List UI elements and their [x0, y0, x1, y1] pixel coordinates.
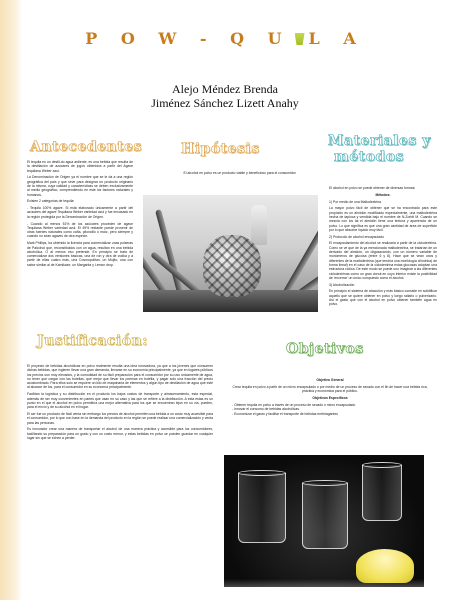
antecedentes-paragraph: La Denominación de Origen ya el nombre que se le da a una región geográfica del país y que sirve para designar un producto originario de la misma, cuya calidad y características se deben exclusivamente al medio geográfico, comprendiendo en este los factores naturales y humanos.: [27, 175, 133, 197]
title-right: L A: [308, 29, 365, 48]
objetivo-especifico-item: - Economizar el gasto y facilitar el transporte de bebidas embriagantes: [232, 412, 338, 417]
justificacion-paragraph: El ser fue un producto de fácil venta sin embargo los precios de alcohol permiten una bebida a un costo muy accesible para el consumidor, por lo que con base en la demanda del producto en la región se puede realizar una comercialización y venta para las personas.: [27, 411, 213, 425]
materiales-paragraph: 3) Alcoholización: [329, 282, 355, 287]
tequila-shots-photo: [224, 455, 424, 587]
lime-slice: [356, 549, 414, 583]
materiales-text: [329, 186, 437, 314]
objetivo-especifico-item: - Obtener tequila en polvo a través de un proceso de secado o micro encapsulado: [232, 402, 356, 407]
objetivos-text: [232, 378, 428, 426]
shot-glass: [362, 465, 402, 521]
hipotesis-text: El alcohol en polvo es un producto viable y beneficioso para el consumidor.: [183, 171, 297, 175]
jimador-figure: [251, 205, 267, 245]
agave-harvest-photo: [143, 195, 318, 312]
objetivo-general-text: Crear tequila en polvo a partir de un micro encapsulado o por medio de un proceso de secado con el fin de hacer una bebida rica, práctica y económica para el público.: [232, 384, 428, 394]
materiales-heading: [328, 133, 431, 165]
materiales-intro: El alcohol en polvo se puede obtener de diversas formas:: [329, 186, 416, 190]
objetivo-especifico-item: - Innovar el consumo de bebidas alcohólicas.: [232, 407, 300, 412]
objetivos-especificos-title: Objetivos Específicos: [312, 395, 348, 400]
justificacion-heading: Justificación:: [37, 333, 148, 349]
lime-glass-icon: [295, 33, 305, 45]
objetivo-general-title: Objetivo General: [316, 378, 344, 382]
agave-pina: [203, 235, 261, 297]
materiales-subtitle: Métodos:: [375, 192, 391, 197]
antecedentes-text: [27, 160, 133, 340]
materiales-paragraph: 2) Protocolo de alcohol encapsulado: [329, 234, 384, 239]
antecedentes-paragraph: Existen 2 categorías de tequila:: [27, 199, 75, 204]
shot-glass: [238, 473, 286, 543]
antecedentes-paragraph: - Tequila 100% agave. Si está elaborado únicamente a partir del azúcares del agave Tequilana Weber variedad azul y fue envasado en la región protegida por la Denominación de Origen.: [27, 206, 133, 219]
shot-glass-rim: [238, 470, 286, 476]
antecedentes-paragraph: - Cuando al menos 51% de los azúcares proceden de agave Tequilana Weber variedad azul. El 49% restante puede provenir de otras fuentes naturales como caña, piloncillo o maíz, pero siempre y cuando no sean agaves de otra especie.: [27, 221, 133, 239]
materiales-paragraph: En principio el sistema de atracción y más básico consiste en solidificar aquello que se quiere obtener en polvo y luego rallarlo o pulverizarlo. Así el gasto que con el alcohol en polvo obtener también agua en polvo.: [329, 289, 437, 307]
antecedentes-heading: Antecedentes: [30, 139, 142, 155]
materiales-heading-line2: métodos: [334, 149, 405, 165]
shot-glass-rim: [362, 462, 402, 468]
shot-glass: [302, 483, 348, 549]
author-2: Jiménez Sánchez Lizett Anahy: [151, 96, 299, 110]
materiales-paragraph: La mayor polvo fácil de obtener que se ha encontrado para este propósito es un almidón modificado especialmente, una maltodextrina hecha de tapioca y vendida bajo el nombre de N-Zorbit M. Cuando se mezcla con los tal el almidón tiene una textura y apariencia de un polvo. Lo que significa es que una gran cantidad de área de superficie por lo que absorbe líquido muy fácil.: [329, 206, 437, 232]
author-1: Alejo Méndez Brenda: [172, 82, 278, 96]
materiales-paragraph: 1) Por medio de una Maltodextrina: [329, 199, 382, 204]
shot-glass-rim: [302, 480, 348, 486]
hipotesis-heading: Hipótesis: [181, 141, 260, 157]
objetivos-heading: Objetivos: [286, 341, 364, 357]
title-left: P O W - Q U: [85, 29, 291, 48]
antecedentes-paragraph: Mark Phillips, ha obtenido la licencia para comercializar unas pulseras de Palcohol que, reconstituidos con un agua, resultan en una bebida alcohólica. O al menos eso pretende. En principio se trata de comercializar dos versiones básicas, una de ron y otra de vodka y a partir de ellas cuatro más, una Cosmopolitan, un Mojito, una con sabor similar al de Kamikaze, un Margarita y Lemon drop.: [27, 241, 133, 267]
justificacion-paragraph: El proyecto de bebidas alcohólicas en polvo realmente resulta una idea innovadora, ya que a los jóvenes que consumen dichas bebidas, que ingieren llevar una gran demanda, llevarse en su economía principalmente, ya que en lugares públicos los precios son muy elevados, y la comodidad de su fácil preparación para el consumidor por su uso únicamente de agua, no tener que cargar con las botellas, que mejor que llevar los poemas en botella, y pagar solo una fracción del precio acostumbrado. Para ellos solo se requiere un kilo de maquinaria de elementos y algún tipo de destilación de agua que esté al alcance de los, para el consumidor en su economía principalmente.: [27, 364, 213, 390]
authors-block: [0, 82, 450, 110]
antecedentes-paragraph: El tequila es un destil-do agua ardiente, es una bebida que resulta de la destilación de azucares de jugos obtenidos a partir del Agave tequilana Weber azul.: [27, 160, 133, 173]
justificacion-paragraph: Es innovador crear una manera de transportar el alcohol de una manera práctica y accesible para los consumidores, facilitando su preparación para un gusto y con un costo menor, y estas bebidas en polvo se pueden guardar en cualquier lugar sin que se echen a perder.: [27, 427, 213, 440]
materiales-heading-line1: Materiales y: [328, 133, 431, 149]
poster-title: [0, 29, 450, 48]
justificacion-text: [27, 364, 213, 514]
materiales-paragraph: El encapsulamiento del alcohol se realizaría a partir de la ciclodextrina. Como se ve que de la ya mencionada maltodextrina, se tratarían de un derivado del almidón, un oligosacárido, con un número variable de monómeros de glucosa (entre 6 y 8). Hace que se vean unos y diferentes de la maltodextrina (que tendría una morfología cilíndrica) de forma lineal) en el caso de la ciclodextrina estas glucosas adoptan una estructura cíclica. De este modo se puede uno imaginar a las diferentes ciclodextrinas como un gran donut en cuyo interior existe la posibilidad de 'encerrar' un único compuesto como el alcohol.: [329, 241, 437, 280]
justificacion-paragraph: Facilitan la logística y su distribución en el producto los bajos costos de transporte y almacenamiento, esta especial, además de ser muy convenientes en partes que usan en su caso y las que se refiere a la distribución. A esta estas es un punto en el que el alcohol en polvo permitiría una mejor alternativa para los que se encuentran lejos en su vía, pueden, para el envío y de su alcohol en el hogar.: [27, 392, 213, 410]
